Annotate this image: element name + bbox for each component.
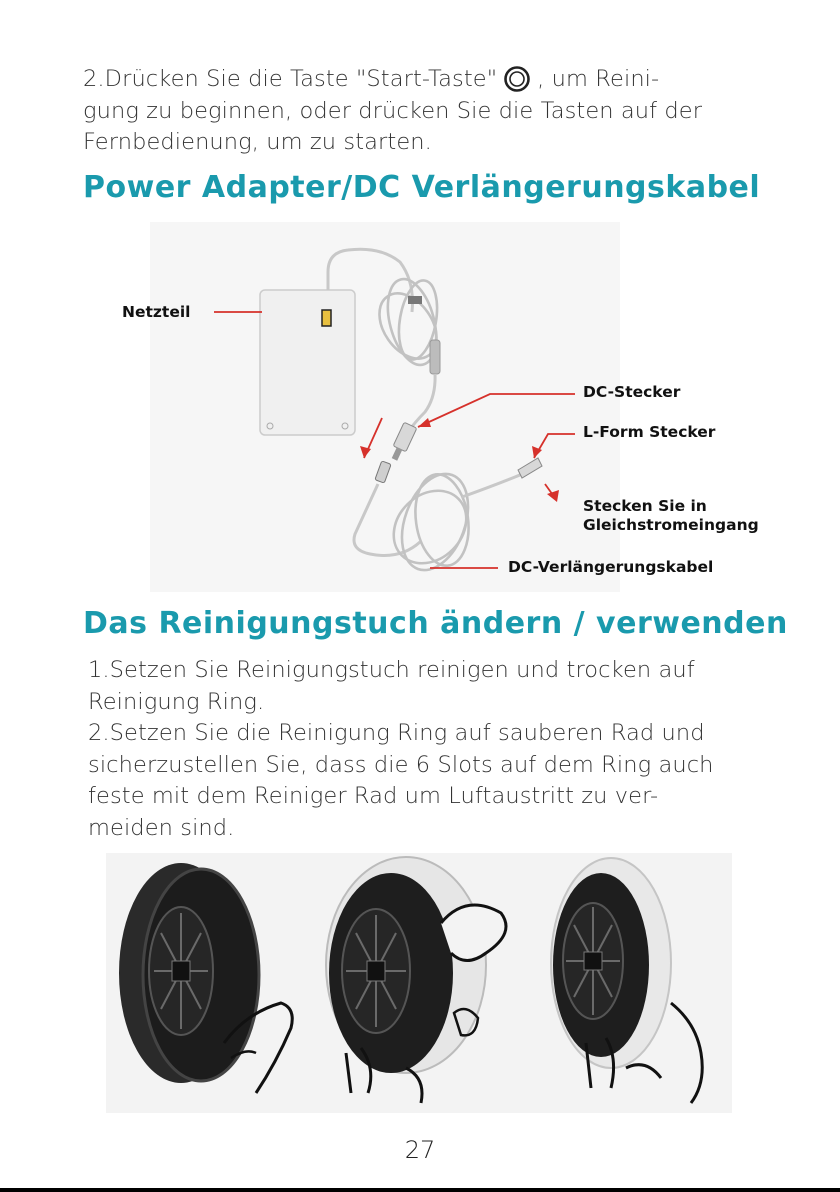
- start-button-icon: [501, 66, 533, 92]
- instruction-line: 1.Setzen Sie Reinigungstuch reinigen und trocken auf: [88, 657, 695, 683]
- section-heading-power-adapter: Power Adapter/DC Verlängerungskabel: [83, 170, 761, 205]
- instruction-line: sicherzustellen Sie, dass die 6 Slots auf dem Ring auch: [88, 751, 714, 778]
- page-number: 27: [404, 1136, 436, 1164]
- label-stecken-sie-in: Stecken Sie in: [583, 497, 707, 515]
- instruction-line: 2.Setzen Sie die Reinigung Ring auf sauberen Rad und: [88, 720, 705, 746]
- label-gleichstromeingang: Gleichstromeingang: [583, 516, 759, 534]
- instruction-line: Reinigung Ring.: [88, 688, 265, 715]
- cleaning-ring-photos: [106, 853, 732, 1113]
- power-adapter-illustration: [150, 222, 620, 592]
- intro-line-1: 2.Drücken Sie die Taste "Start-Taste" , um Reini-: [83, 66, 660, 92]
- intro-line-3: Fernbedienung, um zu starten.: [83, 129, 432, 155]
- intro-line-2: gung zu beginnen, oder drücken Sie die Tasten auf der: [83, 97, 703, 124]
- instruction-line: feste mit dem Reiniger Rad um Luftaustritt zu ver-: [88, 783, 659, 809]
- instruction-line: meiden sind.: [88, 814, 235, 841]
- label-netzteil: Netzteil: [122, 303, 191, 321]
- intro-paragraph: [83, 64, 783, 159]
- section-heading-reinigungstuch: Das Reinigungstuch ändern / verwenden: [83, 606, 788, 641]
- cleaning-instructions: [88, 655, 788, 844]
- page-bottom-rule: [0, 1188, 840, 1192]
- label-dc-stecker: DC-Stecker: [583, 383, 681, 401]
- power-adapter-box: [260, 290, 355, 435]
- label-l-form-stecker: L-Form Stecker: [583, 423, 716, 441]
- label-dc-verlaengerungskabel: DC-Verlängerungskabel: [508, 558, 714, 576]
